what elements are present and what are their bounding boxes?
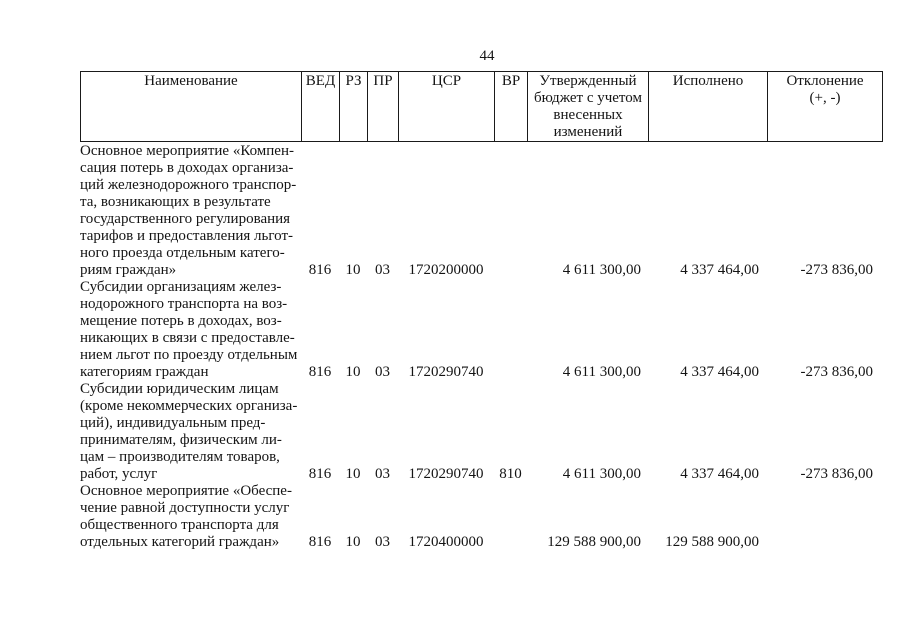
cell-pr: 03 [375,466,390,482]
name-line: Основное мероприятие «Обеспе- [80,483,292,499]
name-line: (кроме некоммерческих организа- [80,398,298,414]
cell-deviation: -273 836,00 [800,466,873,482]
cell-approved: 4 611 300,00 [562,262,641,278]
cell-pr: 03 [375,262,390,278]
name-line: сация потерь в доходах организа- [80,160,294,176]
cell-ved: 816 [308,262,332,278]
header-rz: РЗ [340,72,368,142]
cell-pr: 03 [375,534,390,550]
table-row [80,381,882,483]
header-row [81,72,883,142]
header-deviation-line: Отклонение [786,73,864,89]
cell-executed: 4 337 464,00 [680,466,759,482]
cell-approved: 4 611 300,00 [562,364,641,380]
name-line: ного проезда отдельным катего- [80,245,285,261]
cell-deviation [767,483,882,551]
name-line: риям граждан» [80,262,177,278]
name-line: общественного транспорта для [80,517,279,533]
cell-name [80,143,301,279]
name-line: отдельных категорий граждан» [80,534,280,550]
name-line: ций), индивидуальным пред- [80,415,266,431]
cell-ved: 816 [308,364,332,380]
header-approved-line: бюджет с учетом [533,90,642,106]
header-csr: ЦСР [399,72,495,142]
header-approved-line: изменений [553,124,623,140]
cell-csr: 1720290740 [408,466,484,482]
cell-ved: 816 [308,534,332,550]
table-row [80,279,882,381]
cell-csr: 1720200000 [408,262,484,278]
name-line: Субсидии юридическим лицам [80,381,279,397]
name-line: тарифов и предоставления льгот- [80,228,293,244]
name-line: нодорожного транспорта на воз- [80,296,288,312]
cell-approved: 129 588 900,00 [547,534,641,550]
name-line: ций железнодорожного транспор- [80,177,297,193]
cell-name [80,483,301,551]
name-line: работ, услуг [80,466,158,482]
page-number: 44 [479,48,495,64]
header-deviation-line: (+, -) [809,90,841,106]
cell-name [80,381,301,483]
name-line: принимателям, физическим ли- [80,432,282,448]
cell-vr [494,279,527,381]
cell-deviation: -273 836,00 [800,364,873,380]
name-line: мещение потерь в доходах, воз- [80,313,282,329]
cell-name [80,279,301,381]
cell-vr [494,143,527,279]
cell-executed: 129 588 900,00 [665,534,759,550]
cell-rz: 10 [345,534,361,550]
name-line: чение равной доступности услуг [80,500,290,516]
cell-rz: 10 [345,364,361,380]
header-pr: ПР [368,72,399,142]
table-row [80,483,882,551]
cell-pr: 03 [375,364,390,380]
name-line: нием льгот по проезду отдельным [80,347,298,363]
header-deviation [768,72,883,142]
cell-csr: 1720290740 [408,364,484,380]
header-approved-line: Утвержденный [539,73,637,89]
name-line: Субсидии организациям желез- [80,279,282,295]
table-row [80,143,882,279]
cell-executed: 4 337 464,00 [680,262,759,278]
budget-table-body [80,143,882,551]
header-ved: ВЕД [302,72,340,142]
cell-deviation: -273 836,00 [800,262,873,278]
cell-vr: 810 [499,466,522,482]
cell-csr: 1720400000 [408,534,484,550]
header-executed: Исполнено [649,72,768,142]
name-line: та, возникающих в результате [80,194,271,210]
header-approved-line: внесенных [553,107,623,123]
cell-rz: 10 [345,262,361,278]
cell-executed: 4 337 464,00 [680,364,759,380]
header-name: Наименование [81,72,302,142]
name-line: Основное мероприятие «Компен- [80,143,294,159]
cell-ved: 816 [308,466,332,482]
name-line: государственного регулирования [80,211,291,227]
name-line: никающих в связи с предоставле- [80,330,295,346]
cell-approved: 4 611 300,00 [562,466,641,482]
name-line: категориям граждан [80,364,209,380]
header-approved [528,72,649,142]
cell-rz: 10 [345,466,361,482]
header-vr: ВР [495,72,528,142]
budget-table-header [80,71,883,142]
cell-vr [494,483,527,551]
name-line: цам – производителям товаров, [80,449,280,465]
